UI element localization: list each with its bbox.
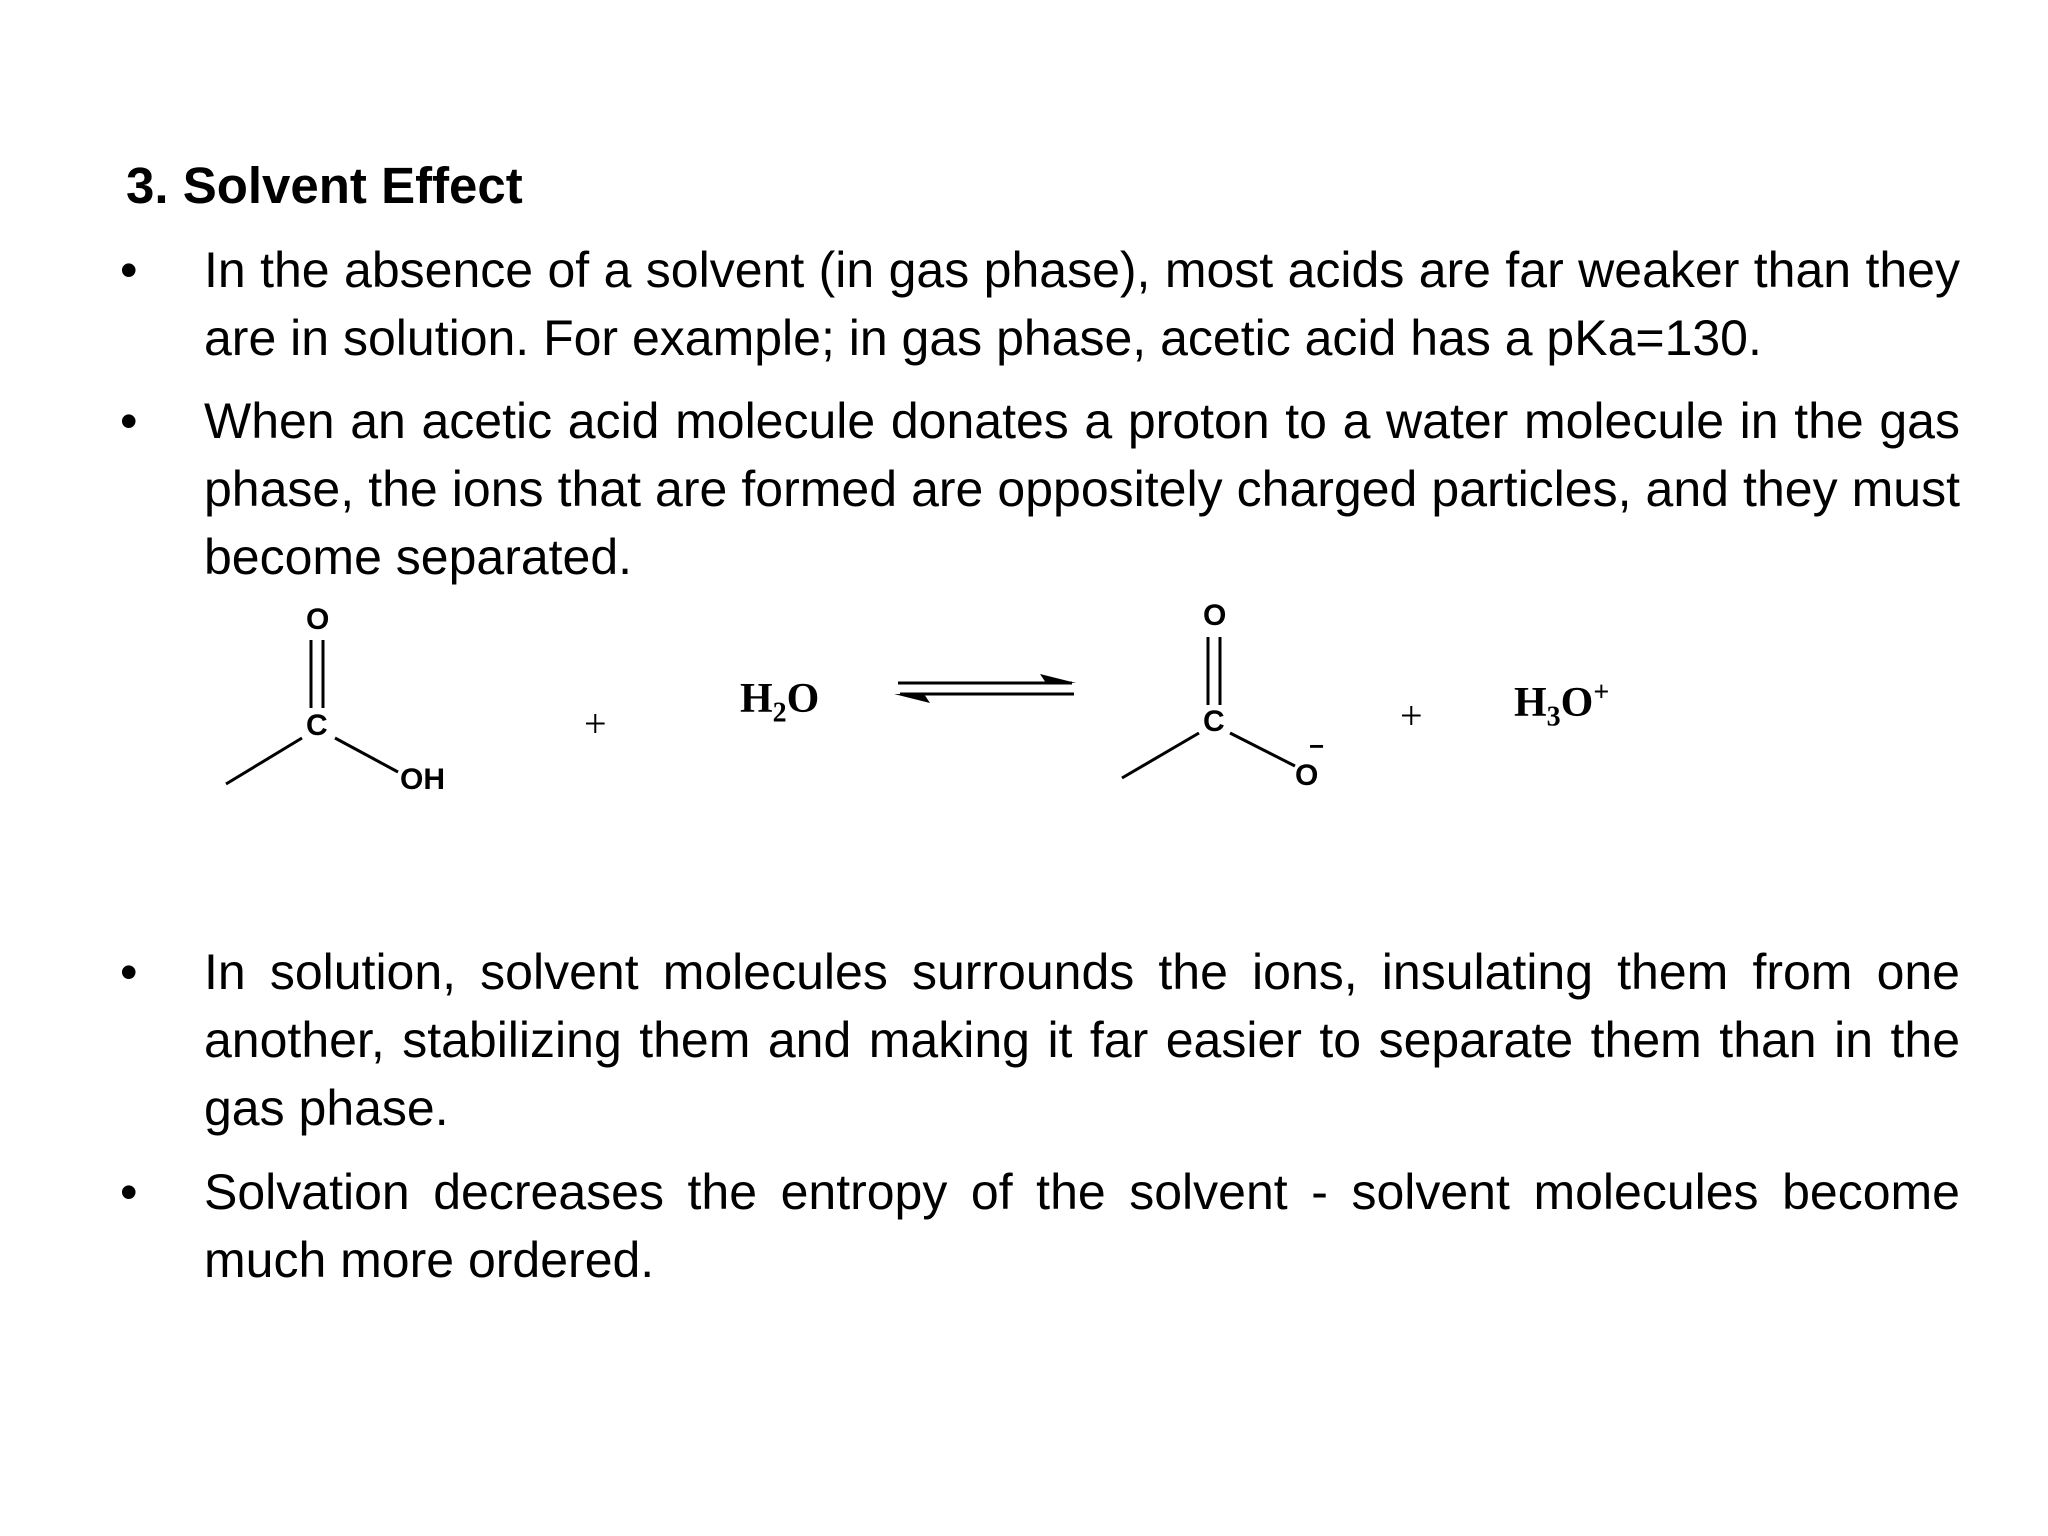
bullet-marker: • <box>120 944 138 1000</box>
acetate-negative-charge: − <box>1309 731 1325 761</box>
acetate-carbon: C <box>1203 705 1225 738</box>
bullet-marker: • <box>120 242 138 298</box>
hydronium-o: O <box>1560 680 1594 726</box>
bullet-text: In solution, solvent molecules surrounds the ions, insulating them from one another, stabilizing them and making it far easier to separate them than in the gas phase. <box>204 944 1960 1136</box>
slide-heading: 3. Solvent Effect <box>126 157 523 214</box>
acetate-c-o-bond <box>1230 733 1295 766</box>
water-formula <box>740 676 819 736</box>
bullet-marker: • <box>120 393 138 449</box>
hydronium-h: H <box>1514 680 1547 726</box>
bullet-text: When an acetic acid molecule donates a proton to a water molecule in the gas phase, the ions that are formed are oppositely charged particles, and they must become separated. <box>204 393 1960 585</box>
bullet-text: Solvation decreases the entropy of the solvent - solvent molecules become much more ordered. <box>204 1164 1960 1288</box>
acetate-carbonyl-oxygen: O <box>1203 599 1227 632</box>
bullet-marker: • <box>120 1164 138 1220</box>
equilibrium-reverse-head <box>894 694 930 703</box>
bullet-text: In the absence of a solvent (in gas phase), most acids are far weaker than they are in solution. For example; in gas phase, acetic acid has a pKa=130. <box>204 242 1960 366</box>
hydronium-subscript: 3 <box>1546 701 1561 733</box>
acetic-acid-hydroxyl: OH <box>400 763 445 796</box>
water-o: O <box>786 676 820 722</box>
hydronium-charge: + <box>1593 677 1610 708</box>
acetate-methyl-bond <box>1122 733 1199 778</box>
equilibrium-forward-head <box>1040 674 1076 683</box>
acetate-oxygen: O <box>1295 759 1319 792</box>
acetic-acid-carbon: C <box>306 709 328 742</box>
acetic-acid-c-oh-bond <box>335 738 398 772</box>
hydronium-formula <box>1514 670 1609 740</box>
water-h: H <box>740 676 773 722</box>
plus-sign: + <box>584 701 607 746</box>
plus-sign: + <box>1400 693 1423 738</box>
acetic-acid-carbonyl-oxygen: O <box>306 603 330 636</box>
water-subscript: 2 <box>772 697 787 729</box>
acetic-acid-methyl-bond <box>226 738 302 784</box>
